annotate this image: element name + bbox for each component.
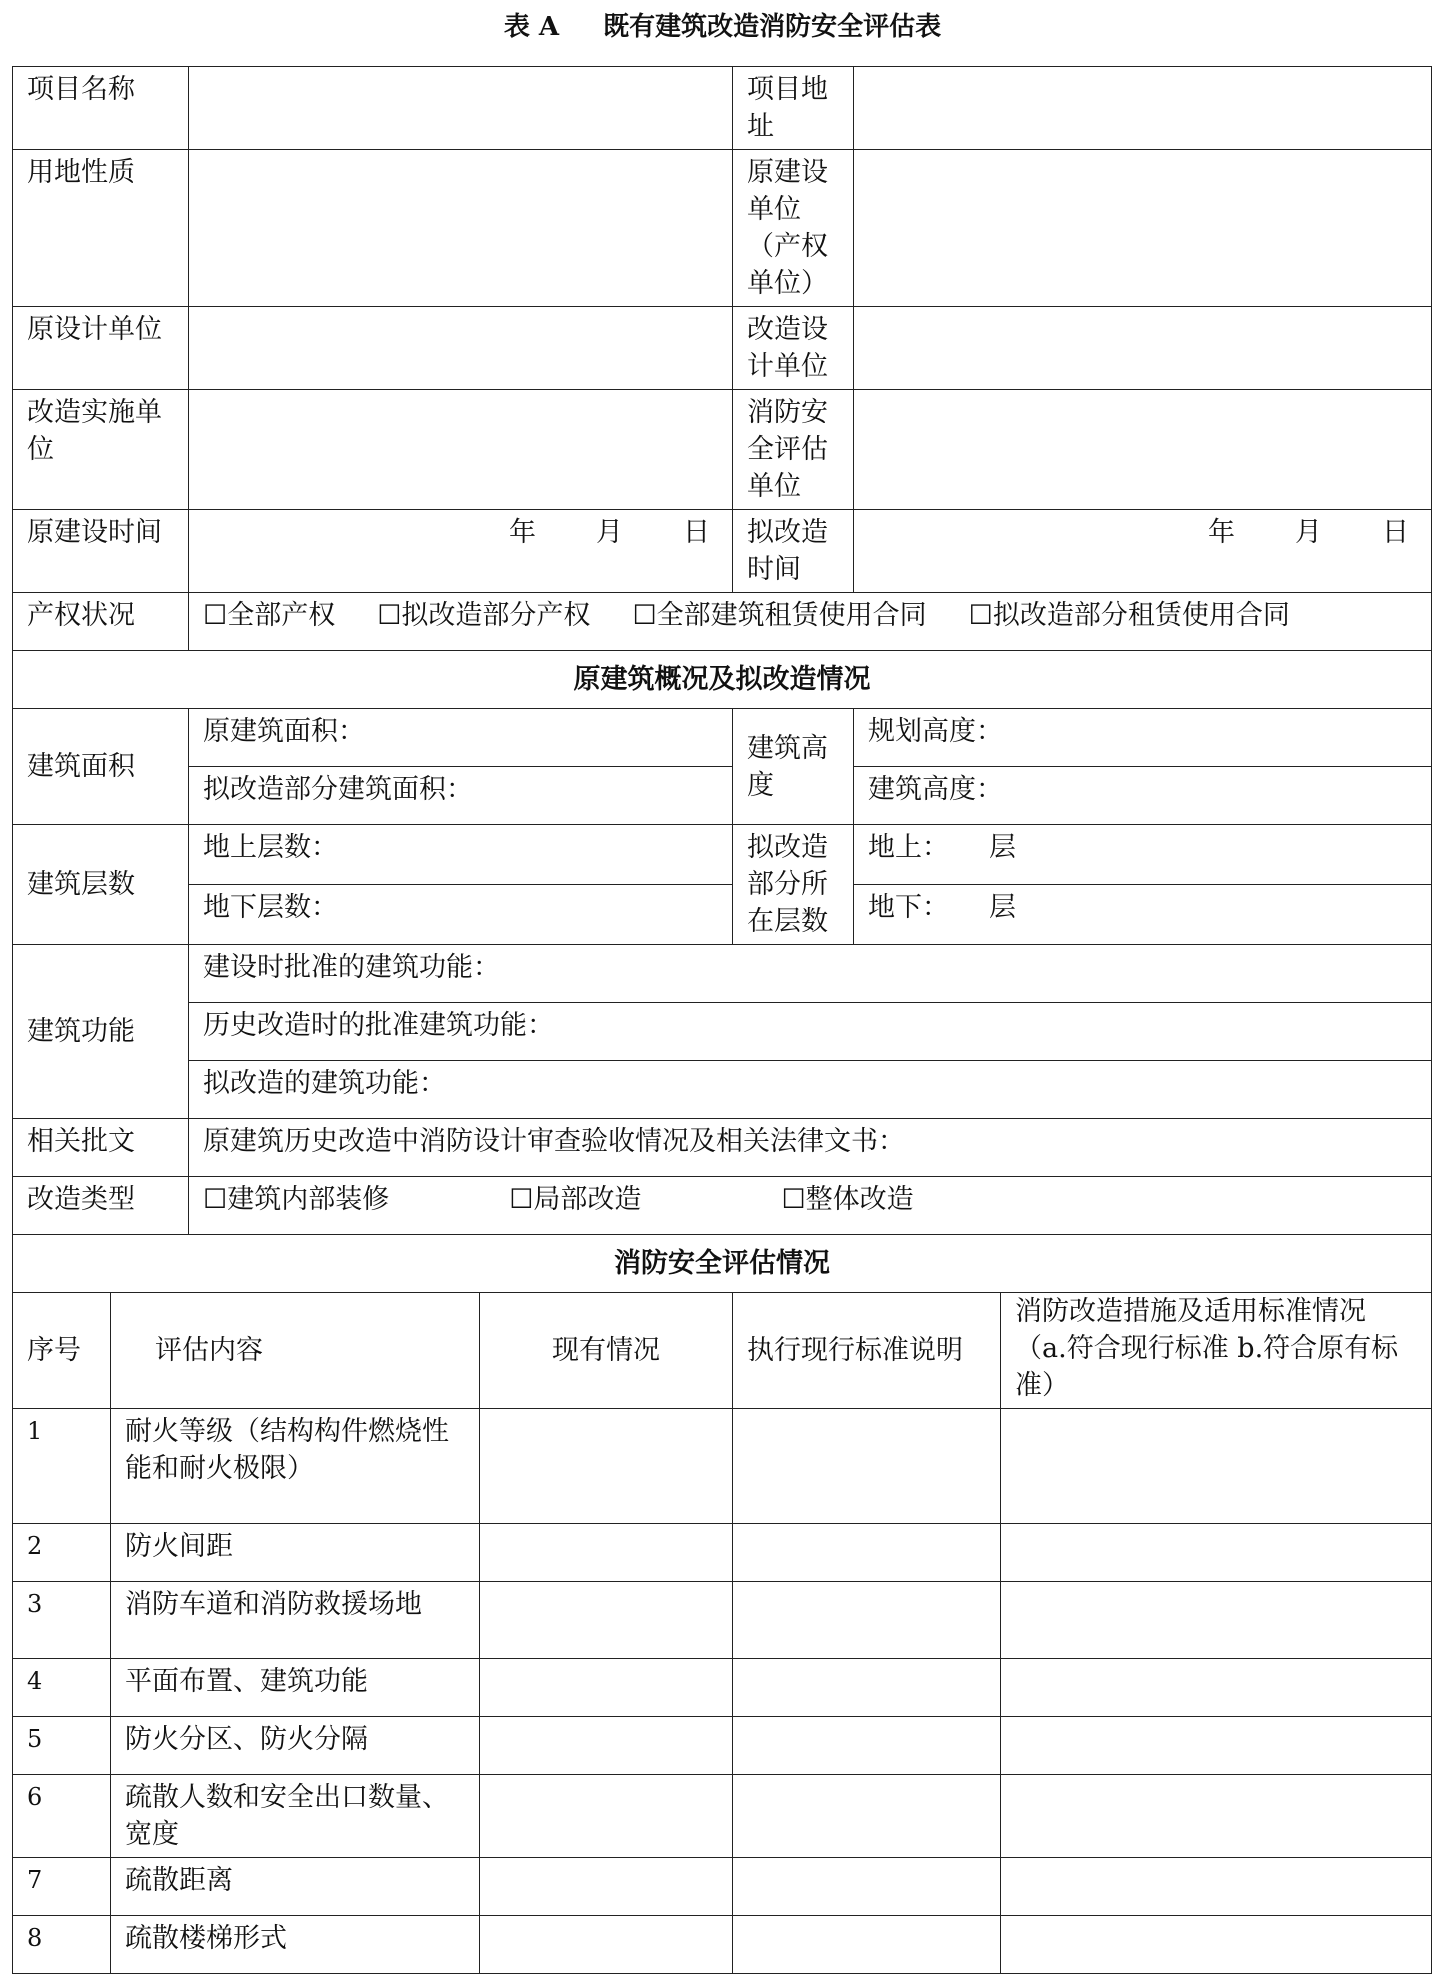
docs-field[interactable]: 原建筑历史改造中消防设计审查验收情况及相关法律文书：	[189, 1119, 1432, 1177]
property-option-lease-partial[interactable]: ☐拟改造部分租赁使用合同	[968, 600, 1290, 631]
height-label: 建筑高度	[733, 709, 854, 825]
planned-reno-time-label: 拟改造时间	[733, 510, 854, 593]
floor-unit: 层	[989, 832, 1017, 863]
fire-assessor-label: 消防安全评估单位	[733, 390, 854, 510]
orig-designer-label: 原设计单位	[13, 307, 189, 390]
row-measures-cell[interactable]	[1001, 1524, 1432, 1582]
reno-below-field[interactable]	[854, 885, 1432, 945]
property-option-partial[interactable]: ☐拟改造部分产权	[377, 600, 591, 631]
area-label: 建筑面积	[13, 709, 189, 825]
title-prefix: 表 A	[503, 12, 560, 42]
type-label: 改造类型	[13, 1177, 189, 1235]
reno-implementer-label: 改造实施单位	[13, 390, 189, 510]
type-option-whole[interactable]: ☐整体改造	[781, 1184, 914, 1215]
land-nature-field[interactable]	[189, 150, 733, 307]
land-nature-label: 用地性质	[13, 150, 189, 307]
below-floors-field[interactable]: 地下层数：	[189, 885, 733, 945]
col-header-current: 现有情况	[480, 1293, 733, 1409]
row-no: 4	[13, 1659, 111, 1717]
assessment-table	[12, 66, 1432, 1974]
func-history-field[interactable]: 历史改造时的批准建筑功能：	[189, 1003, 1432, 1061]
row-standard-cell[interactable]	[733, 1775, 1001, 1858]
month-label: 月	[596, 517, 624, 548]
reno-floors-label: 拟改造部分所在层数	[733, 825, 854, 945]
row-standard-cell[interactable]	[733, 1582, 1001, 1659]
planned-reno-time-field[interactable]	[854, 510, 1432, 593]
function-label: 建筑功能	[13, 945, 189, 1119]
row-current-cell[interactable]	[480, 1582, 733, 1659]
fire-assessor-field[interactable]	[854, 390, 1432, 510]
property-status-label: 产权状况	[13, 593, 189, 651]
orig-builder-field[interactable]	[854, 150, 1432, 307]
row-current-cell[interactable]	[480, 1916, 733, 1974]
row-standard-cell[interactable]	[733, 1524, 1001, 1582]
project-name-label: 项目名称	[13, 67, 189, 150]
row-no: 5	[13, 1717, 111, 1775]
row-no: 2	[13, 1524, 111, 1582]
year-label: 年	[1208, 517, 1236, 548]
reno-designer-field[interactable]	[854, 307, 1432, 390]
property-options	[189, 593, 1432, 651]
row-item: 平面布置、建筑功能	[111, 1659, 480, 1717]
func-approved-field[interactable]: 建设时批准的建筑功能：	[189, 945, 1432, 1003]
day-label: 日	[1382, 517, 1410, 548]
type-option-partial[interactable]: ☐局部改造	[509, 1184, 642, 1215]
row-item: 防火间距	[111, 1524, 480, 1582]
building-height-field[interactable]: 建筑高度：	[854, 767, 1432, 825]
year-label: 年	[509, 517, 537, 548]
row-no: 3	[13, 1582, 111, 1659]
property-option-all[interactable]: ☐全部产权	[203, 600, 336, 631]
above-floors-field[interactable]: 地上层数：	[189, 825, 733, 885]
row-item: 疏散楼梯形式	[111, 1916, 480, 1974]
row-standard-cell[interactable]	[733, 1409, 1001, 1524]
col-header-measures: 消防改造措施及适用标准情况（a.符合现行标准 b.符合原有标准）	[1001, 1293, 1432, 1409]
row-no: 6	[13, 1775, 111, 1858]
reno-designer-label: 改造设计单位	[733, 307, 854, 390]
row-current-cell[interactable]	[480, 1775, 733, 1858]
orig-designer-field[interactable]	[189, 307, 733, 390]
row-standard-cell[interactable]	[733, 1858, 1001, 1916]
above-label: 地上：	[868, 832, 950, 863]
row-item: 疏散距离	[111, 1858, 480, 1916]
row-standard-cell[interactable]	[733, 1717, 1001, 1775]
col-header-no: 序号	[13, 1293, 111, 1409]
row-item: 疏散人数和安全出口数量、宽度	[111, 1775, 480, 1858]
document-title	[0, 6, 1445, 43]
row-standard-cell[interactable]	[733, 1659, 1001, 1717]
type-option-interior[interactable]: ☐建筑内部装修	[203, 1184, 390, 1215]
row-standard-cell[interactable]	[733, 1916, 1001, 1974]
row-current-cell[interactable]	[480, 1717, 733, 1775]
row-no: 1	[13, 1409, 111, 1524]
project-address-field[interactable]	[854, 67, 1432, 150]
row-measures-cell[interactable]	[1001, 1659, 1432, 1717]
row-measures-cell[interactable]	[1001, 1858, 1432, 1916]
row-no: 8	[13, 1916, 111, 1974]
row-measures-cell[interactable]	[1001, 1916, 1432, 1974]
row-current-cell[interactable]	[480, 1409, 733, 1524]
row-item: 耐火等级（结构构件燃烧性能和耐火极限）	[111, 1409, 480, 1524]
row-current-cell[interactable]	[480, 1858, 733, 1916]
row-measures-cell[interactable]	[1001, 1409, 1432, 1524]
orig-builder-label: 原建设单位（产权单位）	[733, 150, 854, 307]
month-label: 月	[1295, 517, 1323, 548]
reno-implementer-field[interactable]	[189, 390, 733, 510]
row-measures-cell[interactable]	[1001, 1582, 1432, 1659]
reno-area-field[interactable]: 拟改造部分建筑面积：	[189, 767, 733, 825]
floor-unit: 层	[989, 892, 1017, 923]
orig-build-time-field[interactable]	[189, 510, 733, 593]
orig-area-field[interactable]: 原建筑面积：	[189, 709, 733, 767]
section-heading-overview: 原建筑概况及拟改造情况	[13, 651, 1432, 709]
section-heading-assessment: 消防安全评估情况	[13, 1235, 1432, 1293]
row-item: 消防车道和消防救援场地	[111, 1582, 480, 1659]
row-no: 7	[13, 1858, 111, 1916]
title-text: 既有建筑改造消防安全评估表	[603, 12, 942, 42]
type-options	[189, 1177, 1432, 1235]
project-name-field[interactable]	[189, 67, 733, 150]
property-option-lease-all[interactable]: ☐全部建筑租赁使用合同	[632, 600, 927, 631]
planned-height-field[interactable]: 规划高度：	[854, 709, 1432, 767]
below-label: 地下：	[868, 892, 950, 923]
row-current-cell[interactable]	[480, 1659, 733, 1717]
func-planned-field[interactable]: 拟改造的建筑功能：	[189, 1061, 1432, 1119]
row-item: 防火分区、防火分隔	[111, 1717, 480, 1775]
row-current-cell[interactable]	[480, 1524, 733, 1582]
col-header-item: 评估内容	[111, 1293, 480, 1409]
floors-label: 建筑层数	[13, 825, 189, 945]
docs-label: 相关批文	[13, 1119, 189, 1177]
project-address-label: 项目地址	[733, 67, 854, 150]
day-label: 日	[683, 517, 711, 548]
orig-build-time-label: 原建设时间	[13, 510, 189, 593]
reno-above-field[interactable]	[854, 825, 1432, 885]
row-measures-cell[interactable]	[1001, 1775, 1432, 1858]
col-header-standard: 执行现行标准说明	[733, 1293, 1001, 1409]
row-measures-cell[interactable]	[1001, 1717, 1432, 1775]
